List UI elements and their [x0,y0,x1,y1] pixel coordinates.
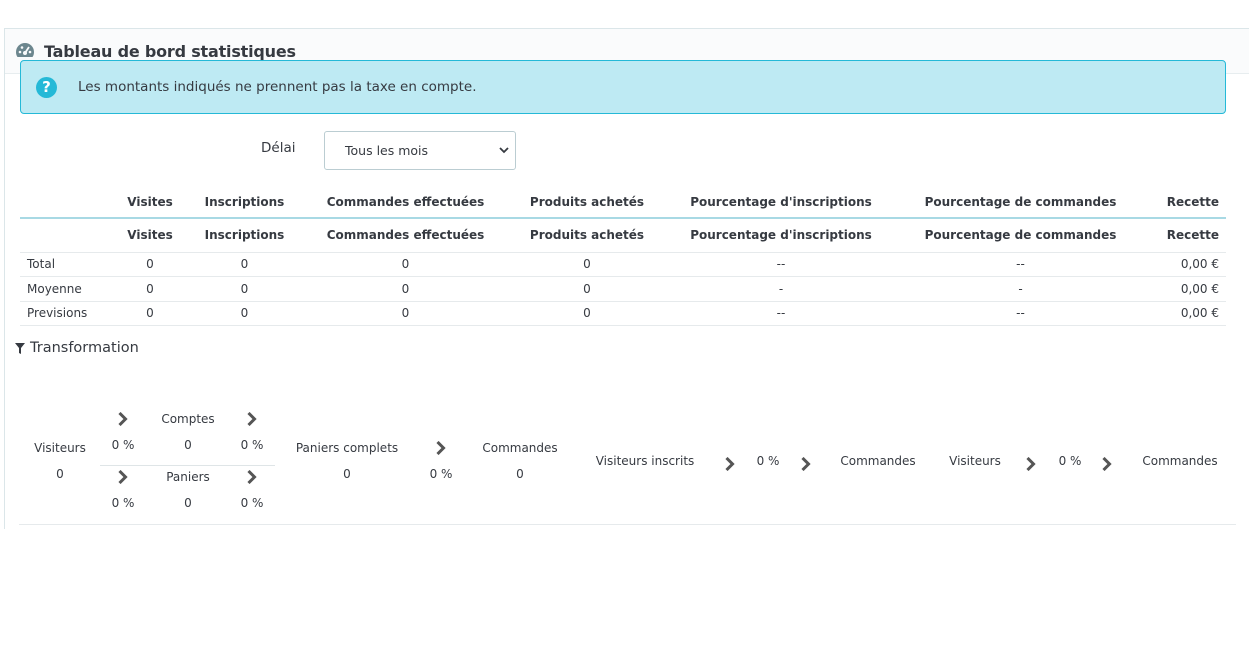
table-cell: 0 [295,252,516,277]
accounts-label: Comptes [161,412,215,426]
chevron-right-icon [118,412,129,426]
period-select-value: Tous les mois [345,143,429,158]
orders-value: 0 [516,467,524,481]
chevron-down-icon [498,144,510,156]
table-cell: 0 [295,301,516,326]
chevron-right-icon [801,457,812,471]
question-circle-icon: ? [36,77,57,98]
orders-label: Commandes [482,441,558,455]
table-cell: 0,00 € [1137,277,1226,302]
chevron-right-icon [1026,457,1037,471]
column-header: Commandes effectuées [295,218,516,252]
table-cell: -- [658,301,904,326]
table-cell: 0 [106,277,194,302]
chevron-right-icon [1102,457,1113,471]
empty-header-cell [20,187,106,218]
table-header-row [20,187,1226,218]
chevron-right-icon [118,470,129,484]
visitors-orders-label: Commandes [1142,454,1218,468]
row-label: Moyenne [20,277,106,302]
column-header: Pourcentage d'inscriptions [658,187,904,218]
visitors-label: Visiteurs [34,441,86,455]
column-header: Visites [106,218,194,252]
full-carts-rate: 0 % [429,467,453,481]
table-cell: 0 [106,301,194,326]
column-header: Recette [1137,187,1226,218]
funnel-title-text: Transformation [30,340,139,356]
visitors-conversion-label: Visiteurs [949,454,1001,468]
column-header: Commandes effectuées [295,187,516,218]
accounts-rate-in: 0 % [111,438,135,452]
section-divider [19,524,1236,525]
stats-table [20,187,1226,326]
page-title: Tableau de bord statistiques [44,41,296,61]
full-carts-value: 0 [343,467,351,481]
accounts-value: 0 [184,438,192,452]
table-row [20,277,1226,302]
funnel-title [15,340,139,356]
column-header: Inscriptions [194,218,295,252]
registered-visitors-label: Visiteurs inscrits [595,454,695,468]
alert-text: Les montants indiqués ne prennent pas la taxe en compte. [78,79,477,95]
column-header: Produits achetés [516,218,658,252]
row-label: Previsions [20,301,106,326]
column-header: Pourcentage de commandes [904,187,1137,218]
table-row [20,252,1226,277]
visitors-conversion-rate: 0 % [1058,454,1082,468]
table-cell: 0 [516,252,658,277]
table-cell: 0 [106,252,194,277]
table-cell: -- [904,301,1137,326]
table-cell: -- [658,252,904,277]
accounts-rate-out: 0 % [240,438,264,452]
period-label: Délai [261,140,296,156]
carts-label: Paniers [166,470,210,484]
table-cell: 0 [194,252,295,277]
table-cell: 0 [295,277,516,302]
registered-conversion-rate: 0 % [756,454,780,468]
table-cell: 0,00 € [1137,301,1226,326]
table-cell: - [658,277,904,302]
chevron-right-icon [436,441,447,455]
column-header: Pourcentage de commandes [904,218,1137,252]
registered-orders-label: Commandes [840,454,916,468]
funnel-divider [100,465,275,466]
column-header: Produits achetés [516,187,658,218]
column-header: Inscriptions [194,187,295,218]
full-carts-label: Paniers complets [295,441,399,455]
table-subheader-row [20,218,1226,252]
carts-rate-out: 0 % [240,496,264,510]
period-select[interactable] [324,131,516,170]
chevron-right-icon [725,457,736,471]
filter-icon [15,343,25,354]
table-cell: 0,00 € [1137,252,1226,277]
table-row [20,301,1226,326]
tax-info-alert [20,60,1226,114]
table-cell: - [904,277,1137,302]
column-header: Recette [1137,218,1226,252]
row-label: Total [20,252,106,277]
table-cell: 0 [194,277,295,302]
empty-header-cell [20,218,106,252]
column-header: Visites [106,187,194,218]
chevron-right-icon [247,470,258,484]
chevron-right-icon [247,412,258,426]
visitors-value: 0 [56,467,64,481]
dashboard-icon [15,41,35,61]
table-cell: 0 [516,277,658,302]
carts-rate-in: 0 % [111,496,135,510]
table-cell: 0 [516,301,658,326]
carts-value: 0 [184,496,192,510]
column-header: Pourcentage d'inscriptions [658,218,904,252]
table-cell: -- [904,252,1137,277]
table-cell: 0 [194,301,295,326]
